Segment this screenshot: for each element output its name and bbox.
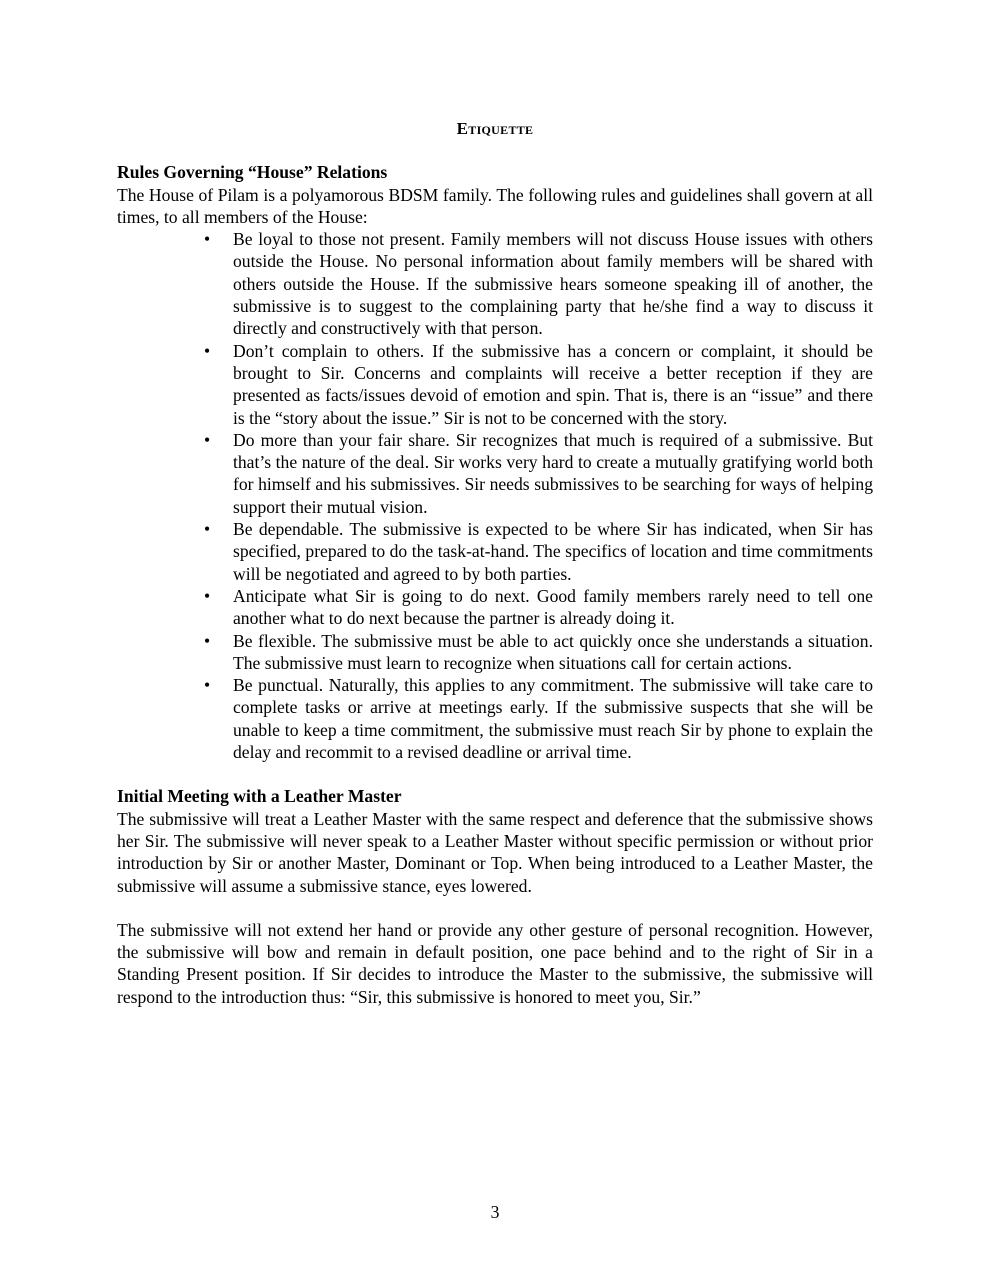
list-item — [204, 585, 873, 630]
page-title: Etiquette — [456, 119, 534, 138]
bullet-icon: • — [204, 429, 211, 450]
list-item-text: Do more than your fair share. Sir recognizes that much is required of a submissive. But that’s the nature of the deal. Sir works very hard to create a mutually gratifying world both for himself and his submissives. Sir needs submissives to be searching for ways of helping support their mutual vision. — [233, 429, 873, 517]
list-item-text: Don’t complain to others. If the submissive has a concern or complaint, it should be brought to Sir. Concerns and complaints will receive a better reception if they are presented as facts/issues devoid of emotion and spin. That is, there is an “issue” and there is the “story about the issue.” Sir is not to be concerned with the story. — [233, 340, 873, 428]
list-item — [204, 429, 873, 518]
page-number: 3 — [490, 1202, 500, 1222]
bullet-icon: • — [204, 229, 211, 250]
section-spacer — [117, 763, 873, 785]
paragraph-spacer — [117, 897, 873, 919]
list-item-text: Anticipate what Sir is going to do next. Good family members rarely need to tell one another what to do next because the partner is already doing it. — [233, 585, 873, 629]
bullet-icon: • — [204, 630, 211, 651]
list-item-text: Be loyal to those not present. Family members will not discuss House issues with others outside the House. No personal information about family members will be shared with others outside the House. If the submissive hears someone speaking ill of another, the submissive is to suggest to the complaining party that he/she find a way to discuss it directly and constructively with that person. — [233, 229, 873, 339]
section-intro-paragraph: The House of Pilam is a polyamorous BDSM family. The following rules and guidelines shall govern at all times, to all members of the House: — [117, 184, 873, 227]
list-item-text: Be dependable. The submissive is expected to be where Sir has indicated, when Sir has specified, prepared to do the task-at-hand. The specifics of location and time commitments will be negotiated and agreed to by both parties. — [233, 519, 873, 584]
bullet-icon: • — [204, 585, 211, 606]
bullet-icon: • — [204, 675, 211, 696]
list-item-text: Be flexible. The submissive must be able to act quickly once she understands a situation. The submissive must learn to recognize when situations call for certain actions. — [233, 630, 873, 673]
list-item — [204, 674, 873, 763]
body-paragraph: The submissive will treat a Leather Master with the same respect and deference that the submissive shows her Sir. The submissive will never speak to a Leather Master without specific permission or without prior introduction by Sir or another Master, Dominant or Top. When being introduced to a Leather Master, the submissive will assume a submissive stance, eyes lowered. — [117, 808, 873, 896]
list-item — [204, 630, 873, 675]
body-paragraph: The submissive will not extend her hand or provide any other gesture of personal recognition. However, the submissive will bow and remain in default position, one pace behind and to the right of Sir in a Standing Present position. If Sir decides to introduce the Master to the submissive, the submissive will respond to the introduction thus: “Sir, this submissive is honored to meet you, Sir.” — [117, 919, 873, 1007]
list-item — [204, 518, 873, 585]
section-heading-leather-master: Initial Meeting with a Leather Master — [117, 786, 402, 807]
section-heading-house-relations: Rules Governing “House” Relations — [117, 162, 388, 183]
list-item-text: Be punctual. Naturally, this applies to any commitment. The submissive will take care to complete tasks or arrive at meetings early. If the submissive suspects that she will be unable to keep a time commitment, the submissive must reach Sir by phone to explain the delay and recommit to a revised deadline or arrival time. — [233, 675, 873, 763]
list-item — [204, 340, 873, 429]
list-item — [204, 228, 873, 339]
bullet-icon: • — [204, 340, 211, 361]
rules-list — [117, 228, 873, 763]
bullet-icon: • — [204, 519, 211, 540]
document-page — [117, 118, 873, 1008]
